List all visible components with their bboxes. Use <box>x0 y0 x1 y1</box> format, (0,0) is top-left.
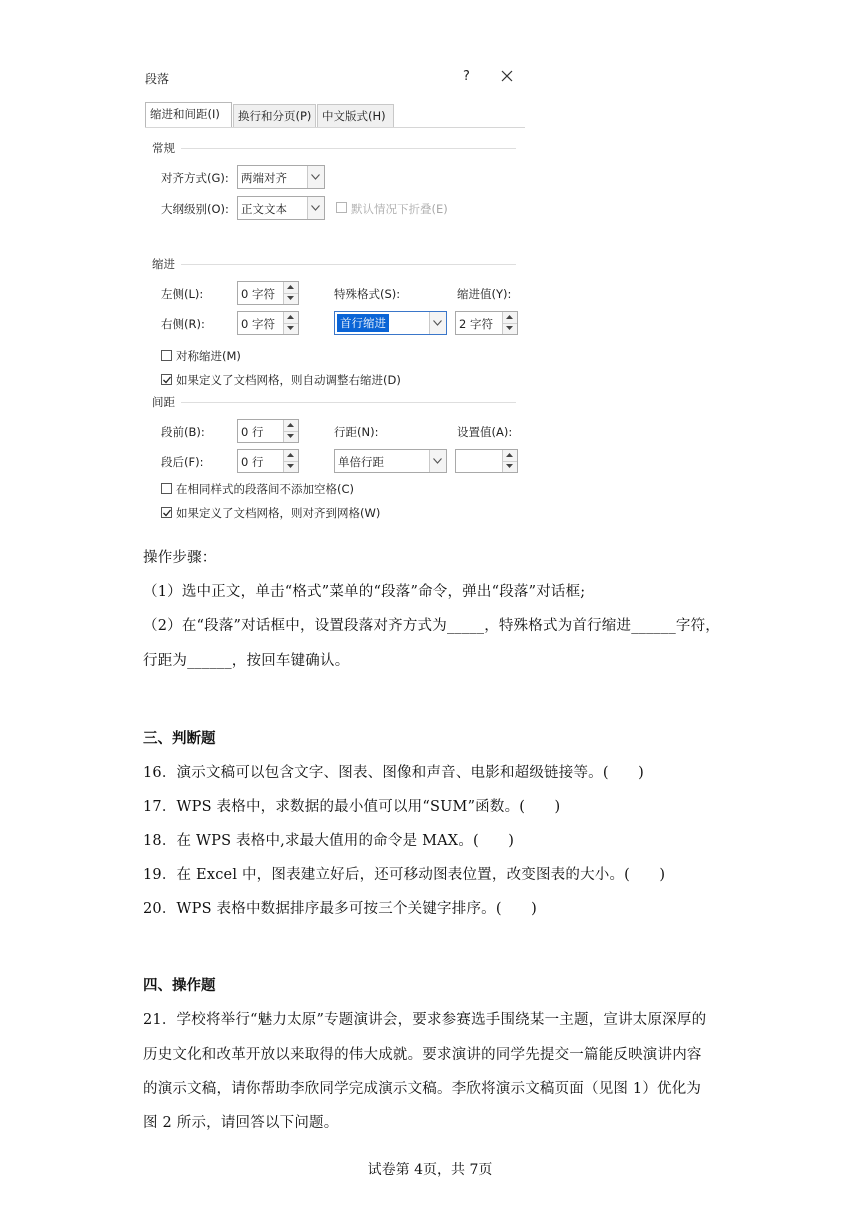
indent-by-spinner[interactable] <box>455 311 518 335</box>
no-space-same-style-checkbox[interactable] <box>161 483 172 494</box>
left-indent-label: 左侧(L): <box>161 287 204 301</box>
section-3-heading: 三、判断题 <box>143 730 216 747</box>
help-button[interactable]: ? <box>463 69 470 84</box>
outline-level-select[interactable] <box>237 196 325 220</box>
collapse-label: 默认情况下折叠(E) <box>351 202 448 216</box>
dialog-title: 段落 <box>145 72 170 86</box>
alignment-select[interactable] <box>237 165 325 189</box>
section-spacing: 间距 <box>152 395 175 409</box>
auto-right-indent-checkbox[interactable] <box>161 374 172 385</box>
space-after-value: 0 行 <box>241 455 264 469</box>
mirror-indent-label: 对称缩进(M) <box>176 349 241 363</box>
collapse-checkbox[interactable] <box>336 202 347 213</box>
divider <box>181 148 516 149</box>
question-17: 17．WPS 表格中，求数据的最小值可以用“SUM”函数。( ) <box>143 799 561 815</box>
space-after-spinner[interactable] <box>237 449 299 473</box>
spin-down-icon[interactable] <box>284 293 298 304</box>
line-spacing-value: 单倍行距 <box>338 455 384 469</box>
tab-line-page-breaks[interactable]: 换行和分页(P) <box>233 104 316 127</box>
spin-down-icon[interactable] <box>503 461 517 472</box>
spin-down-icon[interactable] <box>284 461 298 472</box>
left-indent-spinner[interactable] <box>237 281 299 305</box>
question-16: 16．演示文稿可以包含文字、图表、图像和声音、电影和超级链接等。( ) <box>143 765 644 781</box>
mirror-indent-checkbox[interactable] <box>161 350 172 361</box>
step-2-line-2: 行距为______，按回车键确认。 <box>143 653 350 669</box>
question-21-line-1: 21．学校将举行“魅力太原”专题演讲会，要求参赛选手围绕某一主题，宣讲太原深厚的 <box>143 1012 707 1028</box>
spin-down-icon[interactable] <box>503 323 517 334</box>
question-18: 18．在 WPS 表格中,求最大值用的命令是 MAX。( ) <box>143 833 515 849</box>
auto-right-indent-label: 如果定义了文档网格，则自动调整右缩进(D) <box>176 373 401 387</box>
outline-value: 正文文本 <box>241 202 287 216</box>
alignment-value: 两端对齐 <box>241 171 287 185</box>
divider <box>181 264 516 265</box>
outline-label: 大纲级别(O): <box>161 202 229 216</box>
after-label: 段后(F): <box>161 455 204 469</box>
tab-indent-spacing[interactable]: 缩进和间距(I) <box>145 102 232 127</box>
spin-down-icon[interactable] <box>284 431 298 442</box>
step-1: （1）选中正文，单击“格式”菜单的“段落”命令，弹出“段落”对话框; <box>143 584 586 600</box>
special-label: 特殊格式(S): <box>334 287 401 301</box>
section-indent: 缩进 <box>152 257 175 271</box>
question-21-line-2: 历史文化和改革开放以来取得的伟大成就。要求演讲的同学先提交一篇能反映演讲内容 <box>143 1047 702 1063</box>
section-4-heading: 四、操作题 <box>143 977 216 994</box>
tab-panel <box>145 127 525 533</box>
align-label: 对齐方式(G): <box>161 171 229 185</box>
tab-bar <box>145 104 525 128</box>
steps-title: 操作步骤： <box>143 550 217 566</box>
space-before-spinner[interactable] <box>237 419 299 443</box>
right-indent-spinner[interactable] <box>237 311 299 335</box>
before-label: 段前(B): <box>161 425 205 439</box>
question-21-line-3: 的演示文稿，请你帮助李欣同学完成演示文稿。李欣将演示文稿页面（见图 1）优化为 <box>143 1081 702 1097</box>
indent-by-value: 2 字符 <box>459 317 493 331</box>
page-footer: 试卷第 4页，共 7页 <box>367 1162 493 1178</box>
line-spacing-label: 行距(N): <box>334 425 379 439</box>
step-2-line-1: （2）在“段落”对话框中，设置段落对齐方式为_____，特殊格式为首行缩进______字符， <box>143 618 720 634</box>
special-format-select[interactable] <box>334 311 447 335</box>
right-indent-value: 0 字符 <box>241 317 275 331</box>
chevron-down-icon[interactable] <box>429 312 446 334</box>
no-space-same-style-label: 在相同样式的段落间不添加空格(C) <box>176 482 355 496</box>
special-format-value: 首行缩进 <box>337 314 389 332</box>
question-19: 19．在 Excel 中，图表建立好后，还可移动图表位置，改变图表的大小。( ) <box>143 867 666 883</box>
at-label: 设置值(A): <box>457 425 513 439</box>
chevron-down-icon[interactable] <box>429 450 446 472</box>
paragraph-dialog <box>143 62 528 532</box>
tab-asian-typography[interactable]: 中文版式(H) <box>317 104 394 127</box>
question-21-line-4: 图 2 所示，请回答以下问题。 <box>143 1115 339 1131</box>
snap-to-grid-label: 如果定义了文档网格，则对齐到网格(W) <box>176 506 381 520</box>
section-general: 常规 <box>152 141 175 155</box>
question-20: 20．WPS 表格中数据排序最多可按三个关键字排序。( ) <box>143 901 537 917</box>
spin-down-icon[interactable] <box>284 323 298 334</box>
right-indent-label: 右侧(R): <box>161 317 205 331</box>
left-indent-value: 0 字符 <box>241 287 275 301</box>
line-spacing-at-spinner[interactable] <box>455 449 518 473</box>
space-before-value: 0 行 <box>241 425 264 439</box>
divider <box>181 402 516 403</box>
chevron-down-icon[interactable] <box>307 197 324 219</box>
close-icon[interactable] <box>501 64 519 88</box>
snap-to-grid-checkbox[interactable] <box>161 507 172 518</box>
chevron-down-icon[interactable] <box>307 166 324 188</box>
indent-by-label: 缩进值(Y): <box>457 287 512 301</box>
line-spacing-select[interactable] <box>334 449 447 473</box>
